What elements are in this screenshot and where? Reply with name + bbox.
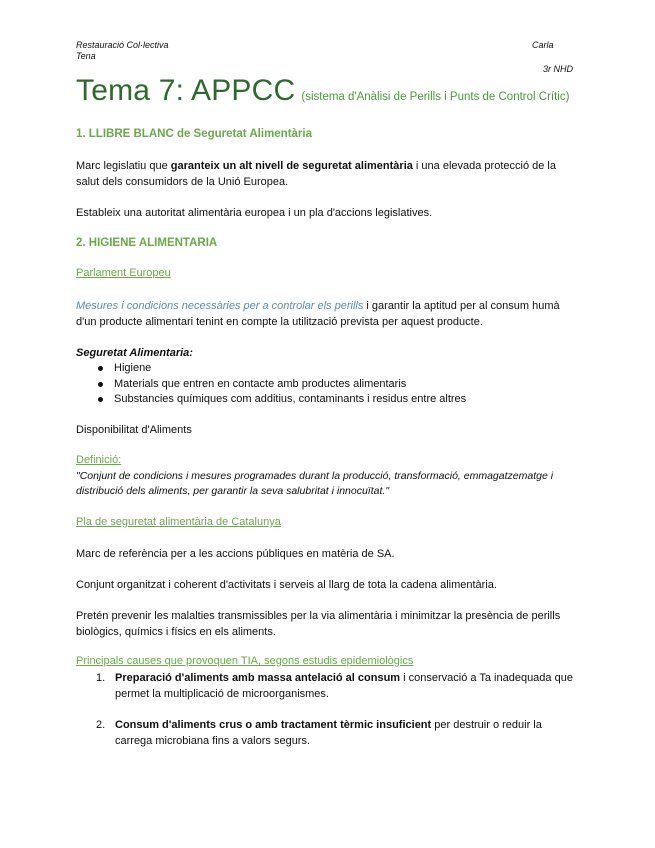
cause-text: Consum d'aliments crus o amb tractament tèrmic insuficient per destruir o reduir la carrega microbiana fins a valors segurs.: [115, 719, 542, 747]
cause-item-1: [96, 670, 576, 702]
mesures-paragraph: [76, 298, 576, 330]
p1-bold: garanteix un alt nivell de seguretat alimentària: [170, 160, 413, 172]
section2-heading: 2. HIGIENE ALIMENTARIA: [76, 237, 218, 249]
section1-paragraph1: [76, 158, 576, 190]
parlament-europeu-link[interactable]: Parlament Europeu: [76, 267, 171, 279]
p1-post: i una elevada protecció de la salut dels consumidors de la Unió Europea.: [76, 160, 556, 188]
page-title: [76, 74, 569, 108]
header-class: 3r NHD: [543, 64, 574, 74]
definicio-link[interactable]: Definició:: [76, 454, 122, 466]
cause-item-2: [96, 717, 576, 749]
title-subtitle: (sistema d'Anàlisi de Perills i Punts de Control Crític): [301, 91, 570, 103]
section1-paragraph2: Estableix una autoritat alimentària europea i un pla d'accions legislatives.: [76, 207, 433, 219]
title-main: Tema 7: APPCC: [76, 74, 296, 107]
seguretat-block: [76, 345, 576, 408]
header-course: Restauració Col·lectiva: [76, 40, 169, 50]
list-item: Substancies químiques com additius, contaminants i residus entre altres: [76, 392, 576, 408]
p1-pre: Marc legislatiu que: [76, 160, 171, 172]
list-item: Higiene: [76, 361, 576, 377]
seguretat-label: Seguretat Alimentaria:: [76, 347, 193, 359]
mesures-rest: i garantir la aptitud per al consum humà d'un producte alimentari tenint en compte la utilització prevista per aquest producte.: [76, 300, 560, 328]
disponibilitat-text: Disponibilitat d'Aliments: [76, 424, 192, 436]
pla-paragraph1: Marc de referència per a les accions públiques en matèria de SA.: [76, 548, 395, 560]
pla-paragraph3: Pretén prevenir les malalties transmissibles per la via alimentària i minimitzar la presència de perills biològics, químics i físics en els aliments.: [76, 610, 561, 638]
mesures-italic: Mesures i condicions necessàries per a controlar els perills: [76, 300, 364, 312]
bullet-dot: [98, 397, 103, 402]
bullet-dot: [98, 382, 103, 387]
bullet-dot: [98, 366, 103, 371]
section1-heading: 1. LLIBRE BLANC de Seguretat Alimentària: [76, 128, 313, 140]
pla-seguretat-link[interactable]: Pla de seguretat alimentària de Catalunya: [76, 516, 281, 528]
definicio-quote: "Conjunt de condicions i mesures programades durant la producció, transformació, emmagatzematge i distribució dels aliments, per garantir la seva salubritat i innocuïtat.": [76, 470, 554, 497]
list-item: Materials que entren en contacte amb productes alimentaris: [76, 377, 576, 393]
pla-paragraph2: Conjunt organitzat i coherent d'activitats i serveis al llarg de tota la cadena alimentària.: [76, 579, 497, 591]
header-left: [76, 40, 169, 62]
header-surname: Tena: [76, 51, 96, 61]
header-author-name: Carla: [532, 40, 554, 50]
cause-text: Preparació d'aliments amb massa antelació al consum i conservació a Ta inadequada que permet la multiplicació de microorganismes.: [115, 672, 573, 700]
cause-number: 1.: [96, 672, 106, 684]
seguretat-bullet-list: [76, 361, 576, 408]
cause-number: 2.: [96, 719, 106, 731]
causes-link[interactable]: Principals causes que provoquen TIA, segons estudis epidemiològics: [76, 655, 414, 667]
